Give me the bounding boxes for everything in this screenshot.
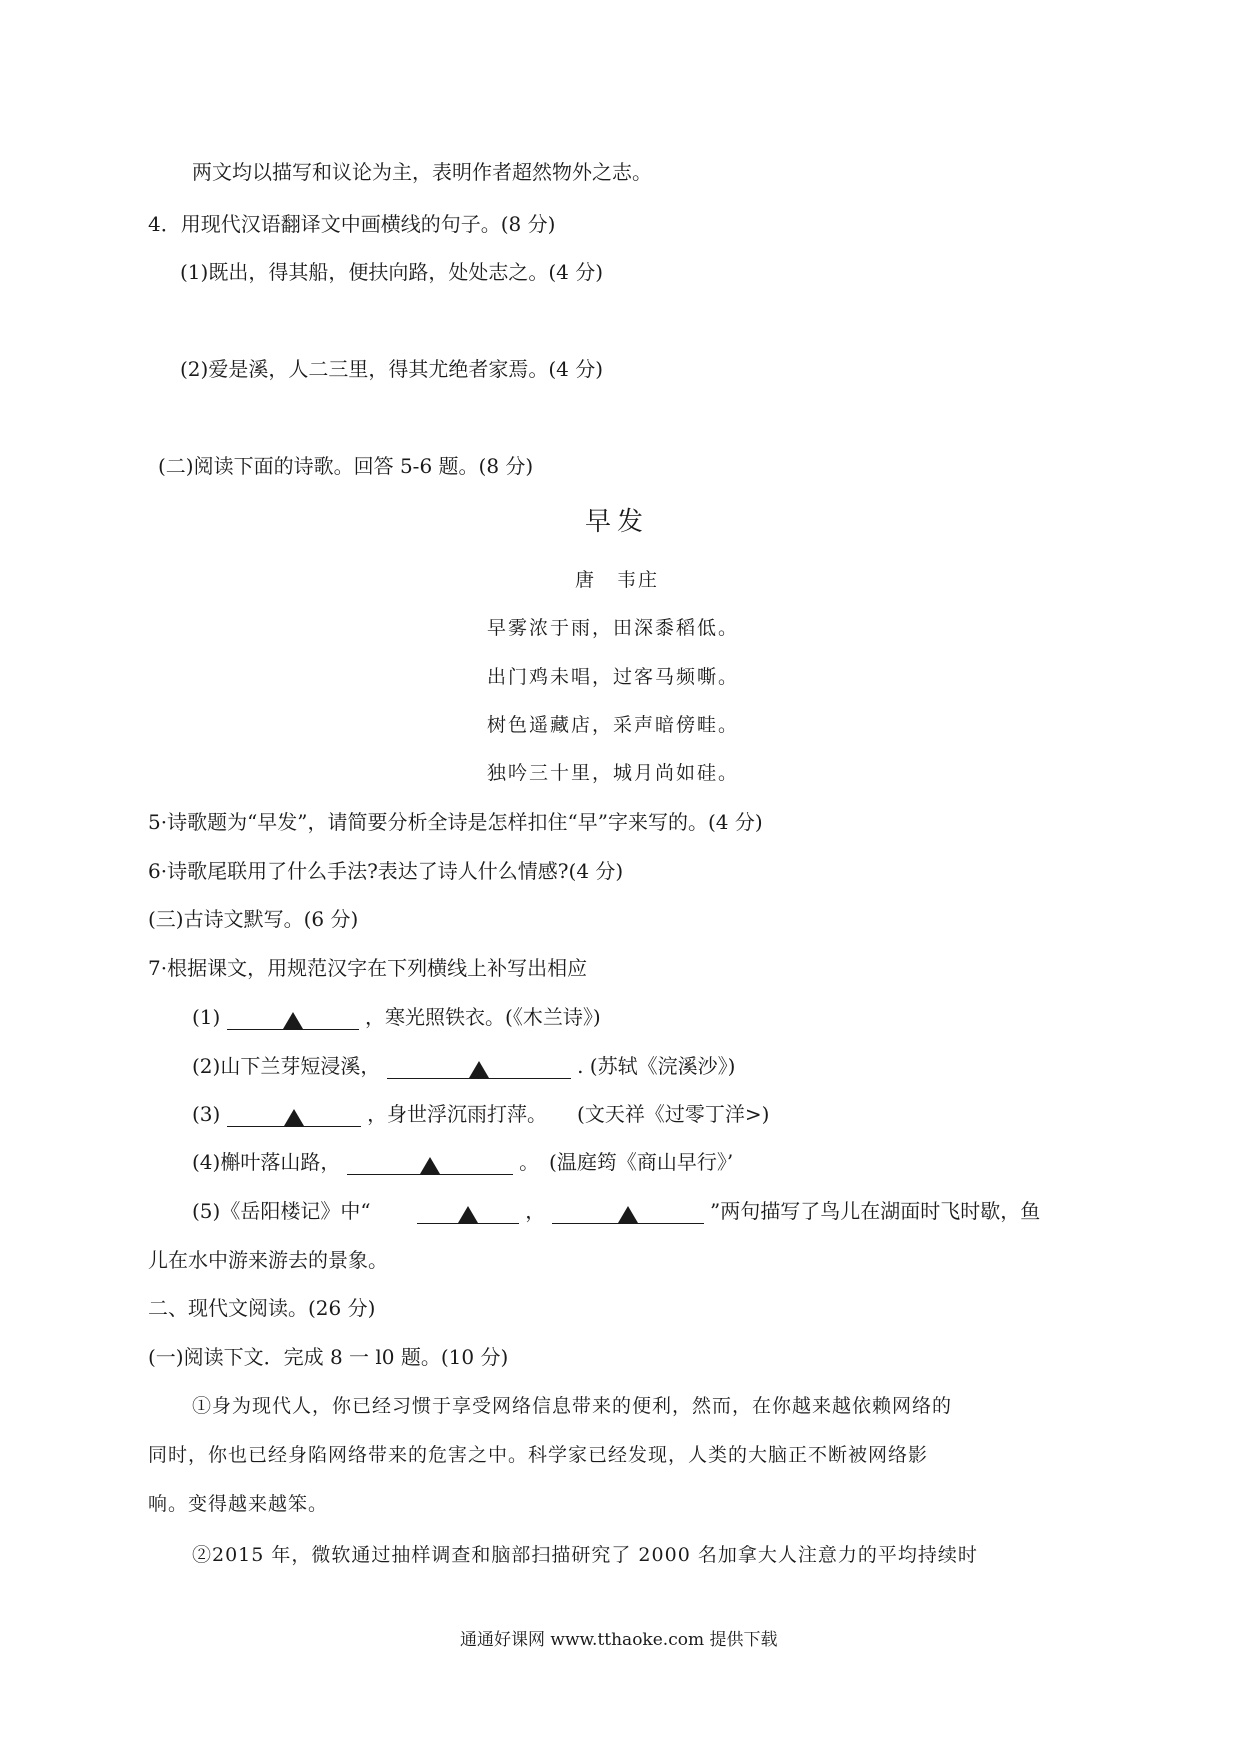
fill-middle: ， xyxy=(525,1199,546,1223)
triangle-icon xyxy=(469,1061,489,1078)
page-footer: 通通好课网 www.tthaoke.com 提供下载 xyxy=(460,1630,778,1650)
question-4: 4．用现代汉语翻译文中画横线的句子。(8 分) xyxy=(148,212,556,236)
paragraph-line: ②2015 年，微软通过抽样调查和脑部扫描研究了 2000 名加拿大人注意力的平均持续时 xyxy=(192,1544,978,1566)
fill-item-4 xyxy=(192,1148,733,1176)
paragraph-line: ①身为现代人，你已经习惯于享受网络信息带来的便利，然而，在你越来越依赖网络的 xyxy=(192,1395,953,1417)
section-poem-heading: (二)阅读下面的诗歌。回答 5-6 题。(8 分) xyxy=(158,454,534,478)
triangle-icon xyxy=(284,1109,304,1126)
answer-blank[interactable] xyxy=(552,1199,704,1224)
fill-suffix: . (苏轼《浣溪沙》) xyxy=(577,1054,736,1078)
fill-suffix: 。 (温庭筠《商山早行》’ xyxy=(519,1150,734,1174)
poem-author: 唐 韦庄 xyxy=(575,569,660,591)
answer-blank[interactable] xyxy=(227,1005,359,1030)
paragraph-line: 响。变得越来越笨。 xyxy=(148,1493,329,1515)
answer-blank[interactable] xyxy=(227,1102,361,1127)
poem-line: 出门鸡未唱，过客马频嘶。 xyxy=(487,666,740,688)
triangle-icon xyxy=(420,1157,440,1174)
answer-blank[interactable] xyxy=(347,1150,513,1175)
text-line: 两文均以描写和议论为主，表明作者超然物外之志。 xyxy=(192,160,652,184)
fill-prefix: (3) xyxy=(192,1102,221,1126)
fill-prefix: (2)山下兰芽短浸溪， xyxy=(192,1054,381,1078)
answer-blank[interactable] xyxy=(417,1199,519,1224)
fill-item-2 xyxy=(192,1052,735,1080)
fill-item-5 xyxy=(192,1197,1040,1225)
fill-suffix: ，寒光照铁衣。(《木兰诗》) xyxy=(365,1005,601,1029)
reading-subheading: (一)阅读下文．完成 8 一 l0 题。(10 分) xyxy=(148,1345,509,1369)
triangle-icon xyxy=(458,1206,478,1223)
fill-prefix: (4)槲叶落山路， xyxy=(192,1150,341,1174)
question-4-1: (1)既出，得其船，便扶向路，处处志之。(4 分) xyxy=(180,260,604,284)
triangle-icon xyxy=(618,1206,638,1223)
paragraph-line: 同时，你也已经身陷网络带来的危害之中。科学家已经发现，人类的大脑正不断被网络影 xyxy=(148,1444,929,1466)
question-7: 7·根据课文，用规范汉字在下列横线上补写出相应 xyxy=(148,956,588,980)
fill-item-1 xyxy=(192,1003,601,1031)
section-dictation-heading: (三)古诗文默写。(6 分) xyxy=(148,907,359,931)
fill-suffix: ，身世浮沉雨打萍。 (文天祥《过零丁洋>) xyxy=(367,1102,770,1126)
fill-prefix: (5)《岳阳楼记》中“ xyxy=(192,1199,411,1223)
question-5: 5·诗歌题为“早发”，请简要分析全诗是怎样扣住“早”字来写的。(4 分) xyxy=(148,810,763,834)
poem-line: 树色遥藏店，采声暗傍畦。 xyxy=(487,714,740,736)
poem-title: 早发 xyxy=(585,507,650,537)
poem-line: 独吟三十里，城月尚如硅。 xyxy=(487,762,740,784)
question-4-2: (2)爱是溪，人二三里，得其尤绝者家焉。(4 分) xyxy=(180,357,604,381)
question-6: 6·诗歌尾联用了什么手法?表达了诗人什么情感?(4 分) xyxy=(148,859,624,883)
poem-line: 早雾浓于雨，田深黍稻低。 xyxy=(487,617,740,639)
answer-blank[interactable] xyxy=(387,1054,571,1079)
fill-prefix: (1) xyxy=(192,1005,227,1029)
triangle-icon xyxy=(283,1012,303,1029)
fill-suffix: ”两句描写了鸟儿在湖面时飞时歇，鱼 xyxy=(710,1199,1041,1223)
fill-item-3 xyxy=(192,1100,769,1128)
fill-item-5-continued: 儿在水中游来游去的景象。 xyxy=(148,1248,388,1272)
section-modern-reading: 二、现代文阅读。(26 分) xyxy=(148,1296,376,1320)
